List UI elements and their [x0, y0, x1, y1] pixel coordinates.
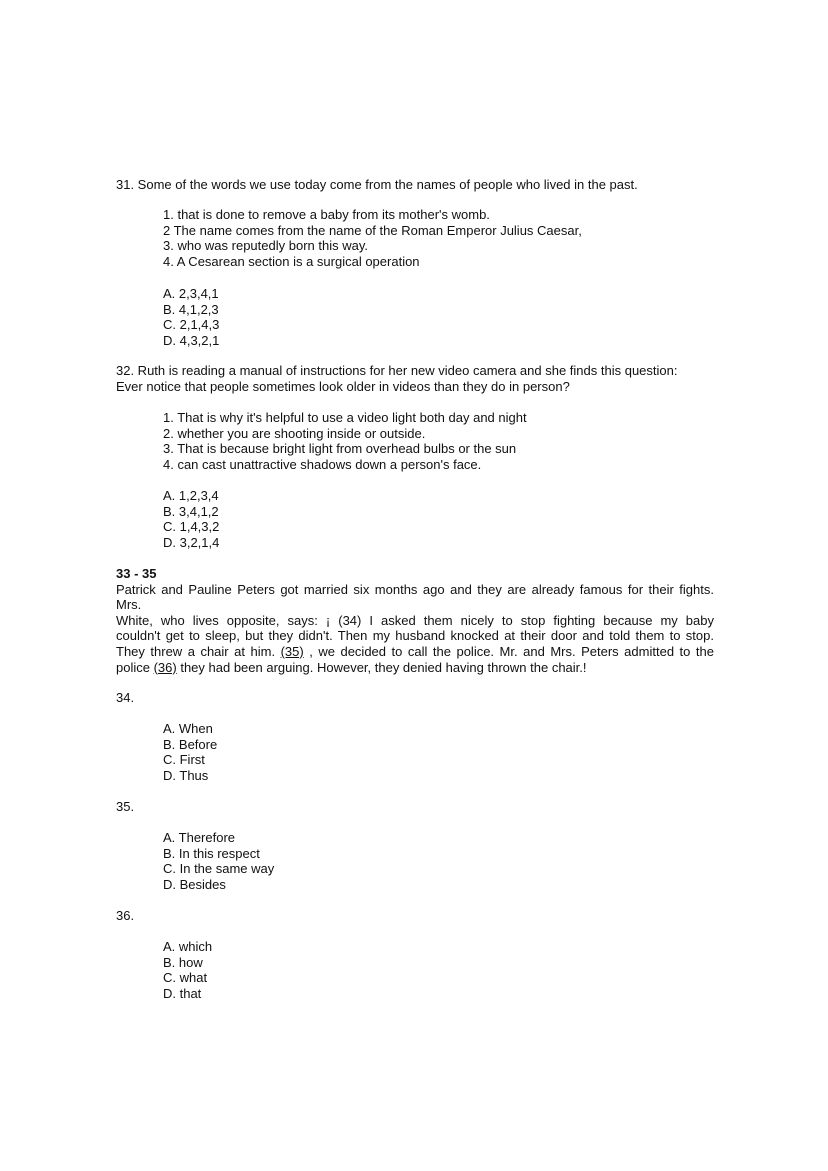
list-item: 4. A Cesarean section is a surgical operation	[163, 253, 420, 269]
option: A. 2,3,4,1	[163, 286, 219, 301]
option: D. that	[163, 985, 202, 1001]
passage-line: Mrs.	[116, 597, 142, 613]
option: D. Besides	[163, 876, 226, 892]
blank-36: (36)	[153, 659, 177, 675]
question-31-items	[163, 207, 582, 269]
question-31-options	[163, 286, 219, 348]
option: B. how	[163, 954, 203, 970]
option: B. 4,1,2,3	[163, 301, 219, 317]
option: B. In this respect	[163, 845, 260, 861]
list-item: 2 The name comes from the name of the Roman Emperor Julius Caesar,	[163, 222, 582, 238]
question-32-items	[163, 410, 527, 472]
passage-line: White, who lives opposite, says: ¡ (34) I asked them nicely to stop fighting because my baby	[116, 612, 714, 628]
option: B. 3,4,1,2	[163, 503, 219, 519]
option: A. which	[163, 939, 213, 954]
question-32-options	[163, 488, 219, 550]
passage-line: couldn't get to sleep, but they didn't. Then my husband knocked at their door and told them to stop.	[116, 628, 714, 644]
list-item: 2. whether you are shooting inside or outside.	[163, 425, 426, 441]
passage-heading: 33 - 35	[116, 566, 157, 581]
option: A. When	[163, 721, 213, 736]
option: C. First	[163, 752, 205, 768]
text: they had been arguing. However, they denied having thrown the chair.!	[180, 659, 587, 675]
list-item: 4. can cast unattractive shadows down a person's face.	[163, 456, 482, 472]
text: , we decided to call the police. Mr. and Mrs. Peters admitted to the	[309, 643, 714, 659]
option: B. Before	[163, 736, 218, 752]
list-item: 3. That is because bright light from overhead bulbs or the sun	[163, 441, 517, 457]
option: C. 2,1,4,3	[163, 317, 220, 333]
question-34-label: 34.	[116, 690, 135, 705]
option: D. 4,3,2,1	[163, 332, 220, 348]
question-31-stem	[116, 177, 638, 193]
text: They threw a chair at him.	[116, 643, 276, 659]
option: C. what	[163, 970, 208, 986]
blank-35: (35)	[280, 643, 304, 659]
passage-line	[116, 644, 714, 660]
list-item: 3. who was reputedly born this way.	[163, 238, 368, 254]
question-36-options	[163, 939, 212, 1001]
passage	[116, 566, 714, 675]
question-35-options	[163, 830, 274, 892]
option: A. 1,2,3,4	[163, 488, 219, 503]
passage-line	[116, 660, 714, 676]
stem-text: Ever notice that people sometimes look older in videos than they do in person?	[116, 378, 570, 394]
passage-line: Patrick and Pauline Peters got married six months ago and they are already famous for their fights.	[116, 581, 714, 597]
option: C. 1,4,3,2	[163, 519, 220, 535]
question-34-options	[163, 721, 217, 783]
stem-text: 32. Ruth is reading a manual of instructions for her new video camera and she finds this question:	[116, 363, 678, 378]
list-item: 1. That is why it's helpful to use a video light both day and night	[163, 410, 527, 425]
list-item: 1. that is done to remove a baby from its mother's womb.	[163, 207, 490, 222]
option: D. 3,2,1,4	[163, 534, 220, 550]
question-36-label: 36.	[116, 908, 135, 923]
question-35-label: 35.	[116, 799, 135, 814]
text: police	[116, 659, 150, 675]
stem-text: 31. Some of the words we use today come from the names of people who lived in the past.	[116, 177, 638, 192]
option: D. Thus	[163, 767, 209, 783]
option: C. In the same way	[163, 861, 275, 877]
question-32-stem	[116, 363, 677, 394]
option: A. Therefore	[163, 830, 236, 845]
